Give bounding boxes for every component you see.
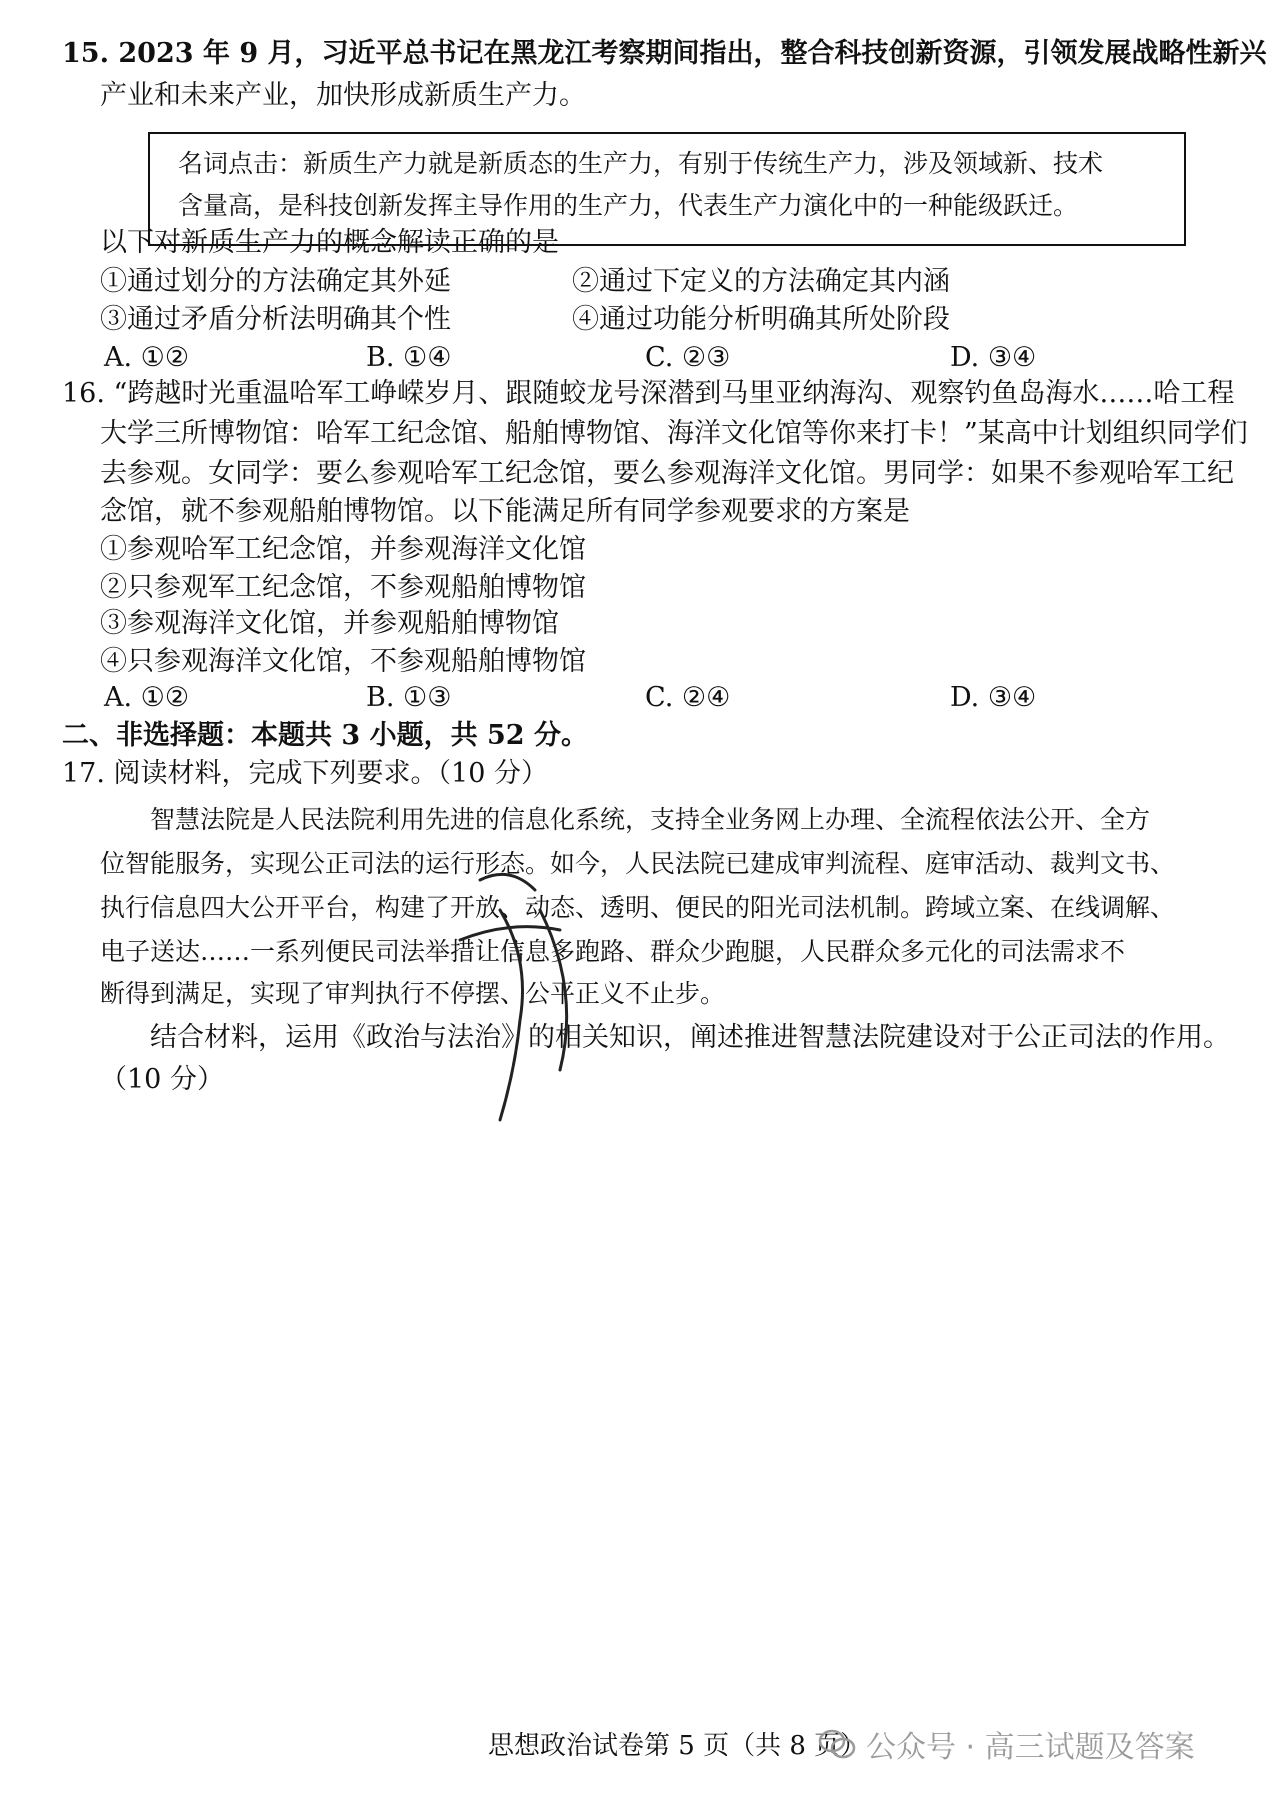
- q17-head: 17. 阅读材料，完成下列要求。（10 分）: [62, 758, 548, 789]
- watermark: [818, 1722, 1195, 1766]
- q15-item-2: ②通过下定义的方法确定其内涵: [572, 266, 950, 297]
- section2-heading: 二、非选择题：本题共 3 小题，共 52 分。: [62, 720, 588, 751]
- q17-material-line3: 执行信息四大公开平台，构建了开放、动态、透明、便民的阳光司法机制。跨域立案、在线调解、: [100, 893, 1176, 922]
- q17-material-line5: 断得到满足，实现了审判执行不停摆、公平正义不止步。: [100, 979, 726, 1008]
- q16-item-4: ④只参观海洋文化馆，不参观船舶博物馆: [100, 646, 586, 677]
- q15-stem: 以下对新质生产力的概念解读正确的是: [100, 227, 559, 258]
- q15-choice-d: D. ③④: [950, 342, 1037, 373]
- wechat-icon: [818, 1729, 856, 1759]
- q16-line1: 16. “跨越时光重温哈军工峥嵘岁月、跟随蛟龙号深潜到马里亚纳海沟、观察钓鱼岛海水……哈工程: [62, 378, 1235, 409]
- q16-item-3: ③参观海洋文化馆，并参观船舶博物馆: [100, 608, 559, 639]
- q16-line4: 念馆，就不参观船舶博物馆。以下能满足所有同学参观要求的方案是: [100, 496, 910, 527]
- q17-task-score: （10 分）: [100, 1064, 224, 1095]
- pen-scribble: [440, 870, 720, 1130]
- q16-line3: 去参观。女同学：要么参观哈军工纪念馆，要么参观海洋文化馆。男同学：如果不参观哈军工纪: [100, 458, 1234, 489]
- q17-material-line2: 位智能服务，实现公正司法的运行形态。如今，人民法院已建成审判流程、庭审活动、裁判文书、: [100, 849, 1176, 878]
- q15-item-1: ①通过划分的方法确定其外延: [100, 266, 451, 297]
- q15-item-3: ③通过矛盾分析法明确其个性: [100, 304, 451, 335]
- q17-material-line4: 电子送达……一系列便民司法举措让信息多跑路、群众少跑腿，人民群众多元化的司法需求不: [100, 937, 1126, 966]
- q15-choice-c: C. ②③: [645, 342, 731, 373]
- page-footer: 思想政治试卷第 5 页（共 8 页）: [488, 1731, 867, 1761]
- q15-choice-a: A. ①②: [104, 342, 190, 373]
- q15-line1: 15. 2023 年 9 月，习近平总书记在黑龙江考察期间指出，整合科技创新资源，引领发展战略性新兴: [62, 38, 1267, 69]
- q17-material-line1: 智慧法院是人民法院利用先进的信息化系统，支持全业务网上办理、全流程依法公开、全方: [150, 805, 1151, 834]
- term-box-line2: 含量高，是科技创新发挥主导作用的生产力，代表生产力演化中的一种能级跃迁。: [178, 191, 1079, 220]
- q16-line2: 大学三所博物馆：哈军工纪念馆、船舶博物馆、海洋文化馆等你来打卡！”某高中计划组织同学们: [100, 418, 1248, 449]
- q16-choice-c: C. ②④: [645, 682, 731, 713]
- q17-task: 结合材料，运用《政治与法治》的相关知识，阐述推进智慧法院建设对于公正司法的作用。: [150, 1022, 1230, 1053]
- q16-choice-a: A. ①②: [104, 682, 190, 713]
- q16-item-1: ①参观哈军工纪念馆，并参观海洋文化馆: [100, 534, 586, 565]
- watermark-text: 公众号 · 高三试题及答案: [866, 1730, 1195, 1765]
- q16-choice-d: D. ③④: [950, 682, 1037, 713]
- q16-item-2: ②只参观军工纪念馆，不参观船舶博物馆: [100, 572, 586, 603]
- q15-line2: 产业和未来产业，加快形成新质生产力。: [100, 80, 586, 111]
- q16-choice-b: B. ①③: [366, 682, 452, 713]
- q15-item-4: ④通过功能分析明确其所处阶段: [572, 304, 950, 335]
- term-box-line1: 名词点击：新质生产力就是新质态的生产力，有别于传统生产力，涉及领域新、技术: [178, 149, 1104, 178]
- q15-choice-b: B. ①④: [366, 342, 452, 373]
